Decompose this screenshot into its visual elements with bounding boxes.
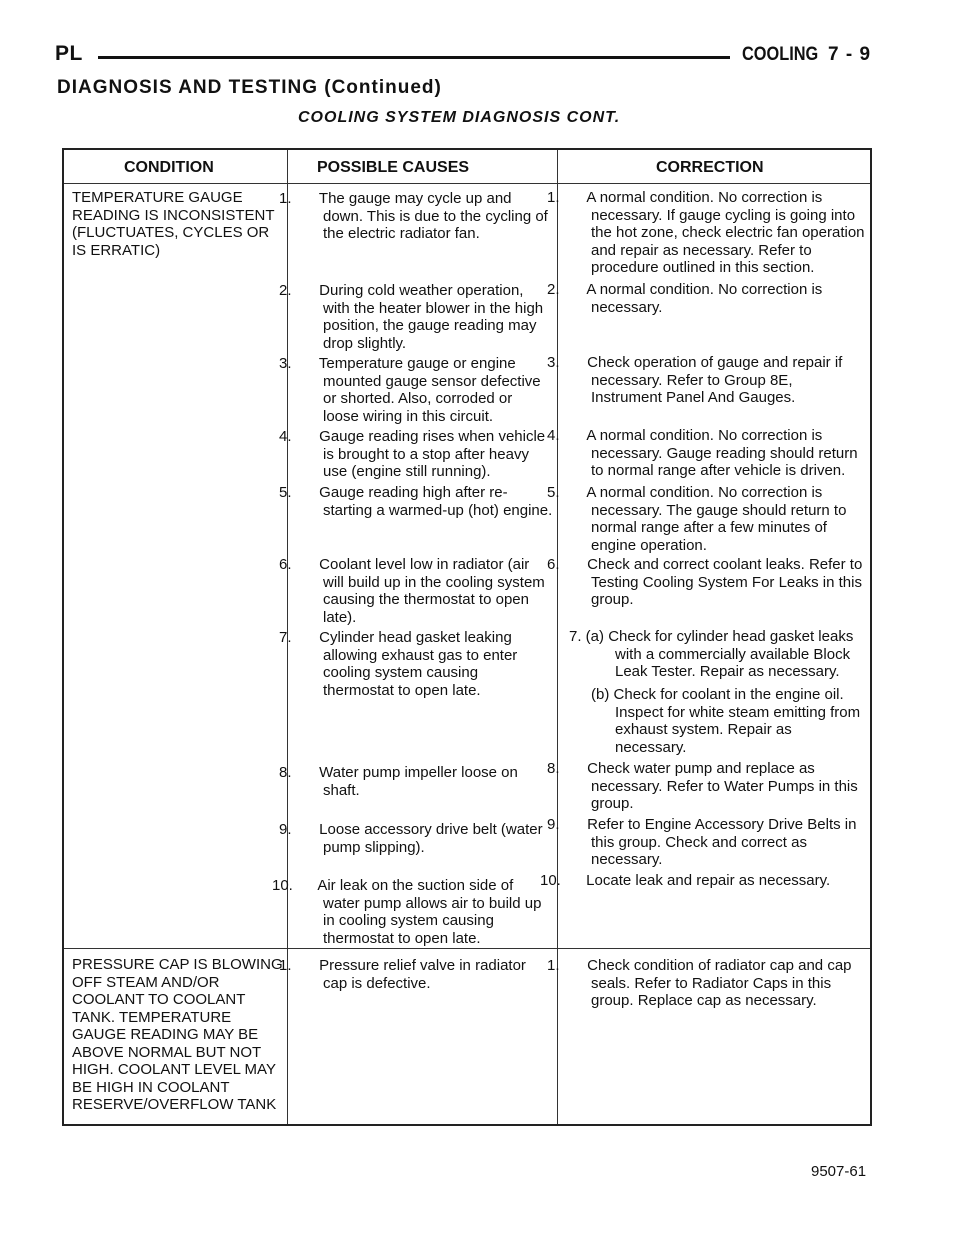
correction-item <box>569 628 869 681</box>
cause-item <box>279 556 583 626</box>
cause-line: loose wiring in this circuit. <box>323 407 494 425</box>
correction-line: necessary. <box>615 738 687 756</box>
correction-line: group. Replace cap as necessary. <box>591 992 817 1009</box>
cause-item <box>279 355 583 425</box>
condition-cell <box>72 189 287 259</box>
condition-line: (FLUCTUATES, CYCLES OR <box>72 224 270 241</box>
cause-line: Loose accessory drive belt (water <box>319 821 543 838</box>
correction-line: Locate leak and repair as necessary. <box>586 872 831 889</box>
correction-line: Check water pump and replace as <box>587 760 815 777</box>
header-rule <box>98 56 730 59</box>
cause-number: 3. <box>279 355 292 372</box>
correction-line: this group. Check and correct as <box>591 833 807 851</box>
correction-number: 2. <box>547 281 560 298</box>
header-left-code: PL <box>55 42 83 65</box>
column-header-correction: CORRECTION <box>656 159 764 176</box>
correction-line: Check for coolant in the engine oil. <box>613 686 844 703</box>
cause-line: shaft. <box>323 781 360 799</box>
correction-line: Check condition of radiator cap and cap <box>587 957 852 974</box>
condition-line: TEMPERATURE GAUGE <box>72 189 243 206</box>
correction-number: 5. <box>547 484 560 501</box>
condition-line: GAUGE READING MAY BE <box>72 1026 259 1043</box>
correction-number: 7. (a) <box>569 628 605 645</box>
cause-number: 4. <box>279 428 292 445</box>
condition-line: IS ERRATIC) <box>72 241 161 259</box>
row-divider <box>64 948 870 949</box>
cause-line: starting a warmed-up (hot) engine. <box>323 501 553 519</box>
cause-line: Air leak on the suction side of <box>317 877 514 894</box>
correction-line: group. <box>591 795 634 812</box>
correction-item <box>591 686 891 756</box>
correction-number: 4. <box>547 427 560 444</box>
cause-number: 10. <box>272 877 293 894</box>
cause-line: mounted gauge sensor defective <box>323 372 541 390</box>
condition-line: OFF STEAM AND/OR <box>72 973 220 991</box>
correction-item <box>547 281 891 316</box>
correction-item <box>547 427 891 480</box>
cause-line: Gauge reading rises when vehicle <box>319 428 546 445</box>
section-subtitle: DIAGNOSIS AND TESTING (Continued) <box>57 77 442 98</box>
cause-line: Coolant level low in radiator (air <box>319 556 530 573</box>
correction-line: necessary. The gauge should return to <box>591 501 847 519</box>
cause-line: Temperature gauge or engine <box>318 355 516 372</box>
cause-line: with the heater blower in the high <box>323 299 544 317</box>
correction-line: seals. Refer to Radiator Caps in this <box>591 974 832 992</box>
correction-line: necessary. Refer to Water Pumps in this <box>591 777 858 795</box>
correction-number: 10. <box>540 872 561 889</box>
cause-item <box>279 821 583 856</box>
correction-line: necessary. Refer to Group 8E, <box>591 371 793 389</box>
cause-item <box>279 629 583 699</box>
correction-line: Instrument Panel And Gauges. <box>591 389 796 406</box>
cause-line: drop slightly. <box>323 334 407 352</box>
cause-number: 5. <box>279 484 292 501</box>
cause-line: is brought to a stop after heavy <box>323 445 529 463</box>
correction-line: Inspect for white steam emitting from <box>615 703 861 721</box>
correction-line: and repair as necessary. Refer to <box>591 241 812 259</box>
correction-number: 3. <box>547 354 560 371</box>
correction-number: (b) <box>591 686 610 703</box>
correction-line: necessary. If gauge cycling is going into <box>591 206 856 224</box>
diagnosis-table <box>62 148 872 1126</box>
condition-line: HIGH. COOLANT LEVEL MAY <box>72 1061 276 1078</box>
condition-line: READING IS INCONSISTENT <box>72 206 275 224</box>
correction-number: 6. <box>547 556 560 573</box>
cause-line: thermostat to open late. <box>323 929 481 947</box>
cause-line: will build up in the cooling system <box>323 573 545 591</box>
correction-line: Check for cylinder head gasket leaks <box>608 628 854 645</box>
condition-line: ABOVE NORMAL BUT NOT <box>72 1043 262 1061</box>
cause-number: 8. <box>279 764 292 781</box>
cause-line: thermostat to open late. <box>323 681 481 699</box>
cause-line: position, the gauge reading may <box>323 317 537 334</box>
correction-line: normal range after a few minutes of <box>591 519 827 536</box>
correction-line: with a commercially available Block <box>615 645 851 663</box>
cause-line: or shorted. Also, corroded or <box>323 390 513 407</box>
column-header-condition: CONDITION <box>124 159 214 176</box>
correction-line: group. <box>591 591 634 608</box>
cause-line: Cylinder head gasket leaking <box>319 629 512 646</box>
correction-item <box>547 816 891 869</box>
cause-number: 1. <box>279 957 292 974</box>
condition-cell <box>72 956 287 1114</box>
cause-item <box>279 484 583 519</box>
correction-line: necessary. Gauge reading should return <box>591 444 858 462</box>
correction-line: A normal condition. No correction is <box>586 281 823 298</box>
cause-line: use (engine still running). <box>323 463 491 480</box>
correction-item <box>540 872 891 890</box>
correction-item <box>547 556 891 609</box>
cause-line: water pump allows air to build up <box>323 894 542 912</box>
correction-line: to normal range after vehicle is driven. <box>591 462 846 479</box>
column-header-possible-causes: POSSIBLE CAUSES <box>317 159 470 176</box>
condition-line: BE HIGH IN COOLANT <box>72 1078 230 1096</box>
figure-id: 9507-61 <box>811 1163 867 1180</box>
cause-number: 1. <box>279 190 292 207</box>
correction-line: exhaust system. Repair as <box>615 721 792 738</box>
cause-number: 2. <box>279 282 292 299</box>
correction-item <box>547 760 891 813</box>
correction-line: Check and correct coolant leaks. Refer to <box>587 556 863 573</box>
correction-item <box>547 484 891 554</box>
cause-item <box>279 957 583 992</box>
condition-line: RESERVE/OVERFLOW TANK <box>72 1096 277 1113</box>
correction-line: Refer to Engine Accessory Drive Belts in <box>587 816 857 833</box>
cause-line: down. This is due to the cycling of <box>323 207 548 225</box>
condition-line: COOLANT TO COOLANT <box>72 991 246 1008</box>
cause-line: in cooling system causing <box>323 912 494 929</box>
correction-line: Leak Tester. Repair as necessary. <box>615 663 840 680</box>
condition-line: TANK. TEMPERATURE <box>72 1008 232 1026</box>
cause-line: the electric radiator fan. <box>323 225 480 242</box>
header-page-number: 7 - 9 <box>828 44 872 65</box>
correction-line: procedure outlined in this section. <box>591 259 815 276</box>
cause-item <box>279 190 583 243</box>
cause-line: pump slipping). <box>323 838 425 856</box>
cause-line: cooling system causing <box>323 664 479 681</box>
correction-number: 9. <box>547 816 560 833</box>
condition-line: PRESSURE CAP IS BLOWING <box>72 956 283 973</box>
cause-line: Gauge reading high after re- <box>319 484 508 501</box>
cause-line: late). <box>323 608 357 626</box>
cause-item <box>279 428 583 481</box>
correction-item <box>547 354 891 407</box>
correction-number: 1. <box>547 189 560 206</box>
correction-line: A normal condition. No correction is <box>586 484 823 501</box>
cause-line: allowing exhaust gas to enter <box>323 646 518 664</box>
correction-line: A normal condition. No correction is <box>586 189 823 206</box>
correction-line: A normal condition. No correction is <box>586 427 823 444</box>
correction-line: Check operation of gauge and repair if <box>587 354 843 371</box>
correction-line: Testing Cooling System For Leaks in this <box>591 573 862 591</box>
cause-number: 6. <box>279 556 292 573</box>
cause-number: 7. <box>279 629 292 646</box>
cause-line: cap is defective. <box>323 974 431 992</box>
correction-number: 8. <box>547 760 560 777</box>
correction-item <box>547 189 891 277</box>
cause-line: The gauge may cycle up and <box>318 190 512 207</box>
correction-number: 1. <box>547 957 560 974</box>
correction-line: the hot zone, check electric fan operation <box>591 224 865 241</box>
cause-line: Pressure relief valve in radiator <box>319 957 526 974</box>
correction-item <box>547 957 891 1010</box>
header-row-divider <box>64 183 870 184</box>
correction-line: necessary. <box>591 851 663 868</box>
correction-line: engine operation. <box>591 536 707 554</box>
cause-item <box>279 282 583 352</box>
table-title: COOLING SYSTEM DIAGNOSIS CONT. <box>298 109 621 126</box>
cause-line: Water pump impeller loose on <box>319 764 518 781</box>
cause-line: causing the thermostat to open <box>323 591 529 608</box>
cause-number: 9. <box>279 821 292 838</box>
cause-item <box>279 764 583 799</box>
header-section-title: COOLING <box>742 44 819 65</box>
cause-line: During cold weather operation, <box>319 282 524 299</box>
correction-line: necessary. <box>591 298 663 316</box>
